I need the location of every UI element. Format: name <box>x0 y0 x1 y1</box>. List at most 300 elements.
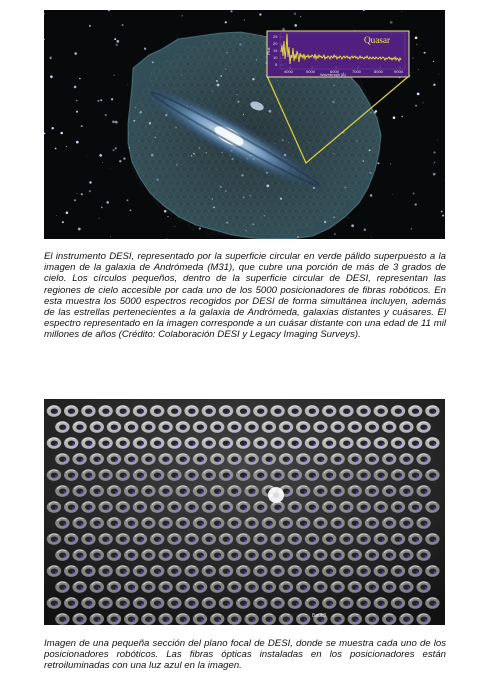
fiber-positioner <box>425 501 439 513</box>
fiber-light <box>279 507 281 509</box>
fiber-positioner <box>305 405 319 417</box>
fiber-light <box>339 491 341 493</box>
star <box>50 75 53 78</box>
fiber-light <box>433 475 435 477</box>
fiber-light <box>425 619 427 621</box>
fiber-light <box>382 571 384 573</box>
fiber-light <box>227 571 229 573</box>
fiber-positioner <box>313 517 327 529</box>
fiber-light <box>193 539 195 541</box>
star <box>433 165 434 166</box>
fiber-light <box>365 411 367 413</box>
fiber-light <box>270 619 272 621</box>
fiber-positioner <box>399 485 413 497</box>
fiber-light <box>124 411 126 413</box>
star <box>51 127 53 129</box>
fiber-light <box>63 427 65 429</box>
fiber-light <box>330 475 332 477</box>
fiber-light <box>167 459 169 461</box>
fiber-light <box>365 571 367 573</box>
fiber-light <box>235 619 237 621</box>
fiber-positioner <box>227 485 241 497</box>
fiber-positioner <box>72 613 86 625</box>
fiber-light <box>304 523 306 525</box>
star <box>49 56 52 59</box>
fiber-light <box>158 411 160 413</box>
fiber-positioner <box>184 565 198 577</box>
fiber-positioner <box>64 597 78 609</box>
star <box>424 52 426 54</box>
fiber-positioner <box>244 421 258 433</box>
fiber-light <box>201 619 203 621</box>
fiber-positioner <box>176 549 190 561</box>
fiber-positioner <box>330 517 344 529</box>
fiber-positioner <box>158 517 172 529</box>
fiber-light <box>261 475 263 477</box>
fiber-light <box>115 619 117 621</box>
fiber-positioner <box>81 437 95 449</box>
fiber-light <box>399 539 401 541</box>
fiber-light <box>279 475 281 477</box>
star <box>113 75 114 76</box>
fiber-light <box>72 507 74 509</box>
fiber-positioner <box>425 565 439 577</box>
fiber-positioner <box>365 581 379 593</box>
fiber-positioner <box>391 533 405 545</box>
star <box>111 98 113 100</box>
fiber-light <box>98 427 100 429</box>
star <box>443 180 444 181</box>
fiber-positioner <box>279 453 293 465</box>
fiber-positioner <box>244 453 258 465</box>
fiber-light <box>304 427 306 429</box>
fiber-light <box>107 443 109 445</box>
fiber-light <box>373 459 375 461</box>
fiber-positioner <box>279 613 293 625</box>
fiber-light <box>313 571 315 573</box>
fiber-positioner <box>193 517 207 529</box>
fiber-light <box>356 619 358 621</box>
fiber-positioner <box>244 613 258 625</box>
star <box>116 40 119 43</box>
fiber-light <box>390 587 392 589</box>
fiber-light <box>201 459 203 461</box>
fiber-light <box>184 491 186 493</box>
fiber-light <box>193 603 195 605</box>
fiber-light <box>124 475 126 477</box>
fiber-positioner <box>330 453 344 465</box>
fiber-positioner <box>253 469 267 481</box>
fiber-light <box>218 491 220 493</box>
fiber-positioner <box>124 613 138 625</box>
fiber-positioner <box>305 597 319 609</box>
fiber-light <box>261 507 263 509</box>
star <box>110 236 111 237</box>
andromeda-desi-graphic <box>44 10 445 239</box>
fiber-positioner <box>176 421 190 433</box>
fiber-positioner <box>107 517 121 529</box>
fiber-light <box>425 555 427 557</box>
fiber-light <box>149 459 151 461</box>
fiber-positioner <box>141 613 155 625</box>
fiber-positioner <box>236 469 250 481</box>
fiber-light <box>373 427 375 429</box>
fiber-light <box>373 587 375 589</box>
star <box>87 156 88 157</box>
fiber-positioner <box>141 517 155 529</box>
fiber-light <box>81 459 83 461</box>
fiber-positioner <box>167 405 181 417</box>
fiber-light <box>107 571 109 573</box>
fiber-positioner <box>158 453 172 465</box>
fiber-light <box>296 411 298 413</box>
fiber-positioner <box>305 533 319 545</box>
fiber-positioner <box>399 613 413 625</box>
fiber-positioner <box>150 469 164 481</box>
fiber-light <box>321 427 323 429</box>
fiber-positioner <box>184 405 198 417</box>
fiber-positioner <box>365 485 379 497</box>
star <box>115 44 117 46</box>
fiber-light <box>63 587 65 589</box>
fiber-positioner <box>210 485 224 497</box>
fiber-light <box>347 443 349 445</box>
fiber-positioner <box>124 581 138 593</box>
star <box>413 58 414 59</box>
star <box>370 194 373 197</box>
fiber-light <box>339 555 341 557</box>
fiber-positioner <box>253 437 267 449</box>
fiber-positioner <box>374 597 388 609</box>
fiber-positioner <box>356 501 370 513</box>
star <box>415 203 417 205</box>
star <box>55 148 57 150</box>
fiber-light <box>141 507 143 509</box>
star <box>392 194 393 195</box>
star <box>115 121 118 124</box>
fiber-positioner <box>107 581 121 593</box>
fiber-light <box>132 587 134 589</box>
fiber-positioner <box>116 533 130 545</box>
fiber-positioner <box>167 597 181 609</box>
fiber-light <box>244 411 246 413</box>
fiber-light <box>210 571 212 573</box>
fiber-positioner <box>116 565 130 577</box>
fiber-light <box>201 427 203 429</box>
fiber-positioner <box>365 421 379 433</box>
fiber-light <box>416 443 418 445</box>
fiber-positioner <box>90 453 104 465</box>
y-axis-label: Flux <box>266 47 271 55</box>
fiber-light <box>425 459 427 461</box>
fiber-light <box>210 443 212 445</box>
fiber-light <box>261 571 263 573</box>
fiber-positioner <box>184 533 198 545</box>
fiber-positioner <box>365 517 379 529</box>
star <box>416 44 417 45</box>
star <box>282 28 285 31</box>
fiber-light <box>167 555 169 557</box>
fiber-positioner <box>55 581 69 593</box>
star <box>81 193 83 195</box>
fiber-positioner <box>425 437 439 449</box>
fiber-positioner <box>219 597 233 609</box>
fiber-positioner <box>313 421 327 433</box>
fiber-positioner <box>374 501 388 513</box>
fiber-positioner <box>72 453 86 465</box>
fiber-positioner <box>55 453 69 465</box>
fiber-light <box>193 411 195 413</box>
fiber-light <box>330 443 332 445</box>
x-tick-label: 9000 <box>394 69 403 74</box>
fiber-light <box>132 427 134 429</box>
fiber-light <box>270 523 272 525</box>
fiber-positioner <box>253 597 267 609</box>
fiber-light <box>218 459 220 461</box>
fiber-positioner <box>382 421 396 433</box>
fiber-positioner <box>408 469 422 481</box>
fiber-light <box>407 555 409 557</box>
fiber-positioner <box>399 581 413 593</box>
fiber-positioner <box>141 485 155 497</box>
fiber-light <box>81 427 83 429</box>
fiber-light <box>55 603 57 605</box>
fiber-light <box>81 619 83 621</box>
fiber-light <box>347 603 349 605</box>
fiber-positioner <box>374 565 388 577</box>
fiber-positioner <box>202 565 216 577</box>
fiber-light <box>184 587 186 589</box>
fiber-positioner <box>90 485 104 497</box>
fiber-positioner <box>55 421 69 433</box>
fiber-positioner <box>227 517 241 529</box>
fiber-positioner <box>382 453 396 465</box>
fiber-light <box>356 587 358 589</box>
star <box>105 114 107 116</box>
fiber-positioner <box>322 565 336 577</box>
fiber-positioner <box>124 517 138 529</box>
fiber-light <box>253 619 255 621</box>
fiber-light <box>235 555 237 557</box>
fiber-positioner <box>64 565 78 577</box>
fiber-positioner <box>133 469 147 481</box>
fiber-positioner <box>416 453 430 465</box>
fiber-light <box>107 475 109 477</box>
fiber-positioner <box>322 405 336 417</box>
fiber-positioner <box>150 597 164 609</box>
x-tick-label: 7000 <box>352 69 361 74</box>
star <box>78 228 81 231</box>
star <box>56 215 57 216</box>
fiber-light <box>235 491 237 493</box>
fiber-light <box>184 555 186 557</box>
fiber-light <box>210 539 212 541</box>
fiber-light <box>244 539 246 541</box>
fiber-positioner <box>374 533 388 545</box>
fiber-positioner <box>158 485 172 497</box>
fiber-positioner <box>382 581 396 593</box>
fiber-light <box>347 475 349 477</box>
fiber-positioner <box>425 533 439 545</box>
fiber-positioner <box>244 485 258 497</box>
star <box>77 193 78 194</box>
fiber-positioner <box>219 405 233 417</box>
star <box>411 228 412 229</box>
fiber-light <box>356 523 358 525</box>
star <box>230 10 232 12</box>
fiber-positioner <box>253 533 267 545</box>
fiber-positioner <box>399 549 413 561</box>
fiber-light <box>261 539 263 541</box>
fiber-positioner <box>55 485 69 497</box>
fiber-light <box>253 523 255 525</box>
fiber-light <box>390 491 392 493</box>
fiber-positioner <box>98 469 112 481</box>
fiber-positioner <box>124 453 138 465</box>
fiber-positioner <box>391 501 405 513</box>
fiber-light <box>184 427 186 429</box>
fiber-positioner <box>90 581 104 593</box>
fiber-positioner <box>322 533 336 545</box>
star <box>62 221 64 223</box>
fiber-positioner <box>356 533 370 545</box>
fiber-light <box>72 571 74 573</box>
fiber-positioner <box>288 533 302 545</box>
fiber-positioner <box>313 549 327 561</box>
fiber-light <box>167 427 169 429</box>
fiber-positioner <box>193 581 207 593</box>
star <box>74 199 76 201</box>
fiber-light <box>98 459 100 461</box>
fiber-light <box>261 411 263 413</box>
fiber-light <box>390 523 392 525</box>
fiber-positioner <box>176 613 190 625</box>
fiber-light <box>347 571 349 573</box>
fiber-light <box>373 523 375 525</box>
fiber-positioner <box>124 549 138 561</box>
fiber-light <box>433 603 435 605</box>
fiber-positioner <box>236 533 250 545</box>
fiber-positioner <box>90 613 104 625</box>
fiber-light <box>416 411 418 413</box>
fiber-positioner <box>339 533 353 545</box>
fiber-positioner <box>47 469 61 481</box>
fiber-positioner <box>116 437 130 449</box>
fiber-light <box>227 475 229 477</box>
fiber-light <box>399 411 401 413</box>
fiber-positioner <box>47 437 61 449</box>
fiber-light <box>141 443 143 445</box>
fiber-light <box>373 491 375 493</box>
fiber-positioner <box>72 485 86 497</box>
fiber-light <box>141 603 143 605</box>
fiber-positioner <box>416 613 430 625</box>
fiber-light <box>321 555 323 557</box>
fiber-light <box>279 571 281 573</box>
fiber-light <box>382 539 384 541</box>
fiber-positioner <box>356 437 370 449</box>
fiber-positioner <box>296 549 310 561</box>
fiber-light <box>227 411 229 413</box>
fiber-light <box>365 475 367 477</box>
fiber-light <box>89 507 91 509</box>
fiber-positioner <box>72 549 86 561</box>
fiber-positioner <box>193 613 207 625</box>
fiber-positioner <box>141 421 155 433</box>
y-tick-label: 15 <box>273 48 278 53</box>
fiber-positioner <box>64 501 78 513</box>
star <box>433 151 435 153</box>
fiber-light <box>55 539 57 541</box>
fiber-light <box>124 539 126 541</box>
fiber-light <box>218 555 220 557</box>
fiber-positioner <box>176 453 190 465</box>
fiber-positioner <box>270 533 284 545</box>
fiber-light <box>210 411 212 413</box>
fiber-light <box>390 427 392 429</box>
fiber-positioner <box>339 501 353 513</box>
fiber-light <box>339 619 341 621</box>
fiber-positioner <box>408 501 422 513</box>
fiber-light <box>330 507 332 509</box>
fiber-light <box>158 443 160 445</box>
fiber-light <box>81 555 83 557</box>
fiber-positioner <box>55 549 69 561</box>
fiber-light <box>399 603 401 605</box>
fiber-light <box>218 427 220 429</box>
fiber-positioner <box>339 565 353 577</box>
fiber-positioner <box>356 565 370 577</box>
quasar-spectrum-panel <box>266 31 409 77</box>
fiber-light <box>89 603 91 605</box>
fiber-positioner <box>116 501 130 513</box>
fiber-positioner <box>288 469 302 481</box>
fiber-light <box>416 603 418 605</box>
fiber-light <box>167 491 169 493</box>
fiber-positioner <box>305 437 319 449</box>
fiber-light <box>244 603 246 605</box>
fiber-light <box>63 619 65 621</box>
fiber-light <box>167 587 169 589</box>
fiber-light <box>304 555 306 557</box>
fiber-positioner <box>98 597 112 609</box>
fiber-light <box>132 459 134 461</box>
star <box>401 116 403 118</box>
fiber-positioner <box>202 533 216 545</box>
fiber-light <box>149 427 151 429</box>
fiber-light <box>399 571 401 573</box>
fiber-positioner <box>296 581 310 593</box>
fiber-positioner <box>64 405 78 417</box>
fiber-positioner <box>322 597 336 609</box>
fiber-light <box>98 523 100 525</box>
fiber-light <box>382 507 384 509</box>
fiber-light <box>210 603 212 605</box>
highlighted-fiber-core <box>273 492 279 498</box>
fiber-light <box>321 459 323 461</box>
star <box>390 163 391 164</box>
fiber-light <box>201 587 203 589</box>
fiber-positioner <box>330 421 344 433</box>
fiber-positioner <box>158 613 172 625</box>
x-tick-label: 6000 <box>330 69 339 74</box>
fiber-positioner <box>339 597 353 609</box>
fiber-positioner <box>158 549 172 561</box>
fiber-light <box>330 539 332 541</box>
fiber-light <box>115 459 117 461</box>
fiber-positioner <box>184 501 198 513</box>
fiber-positioner <box>356 597 370 609</box>
